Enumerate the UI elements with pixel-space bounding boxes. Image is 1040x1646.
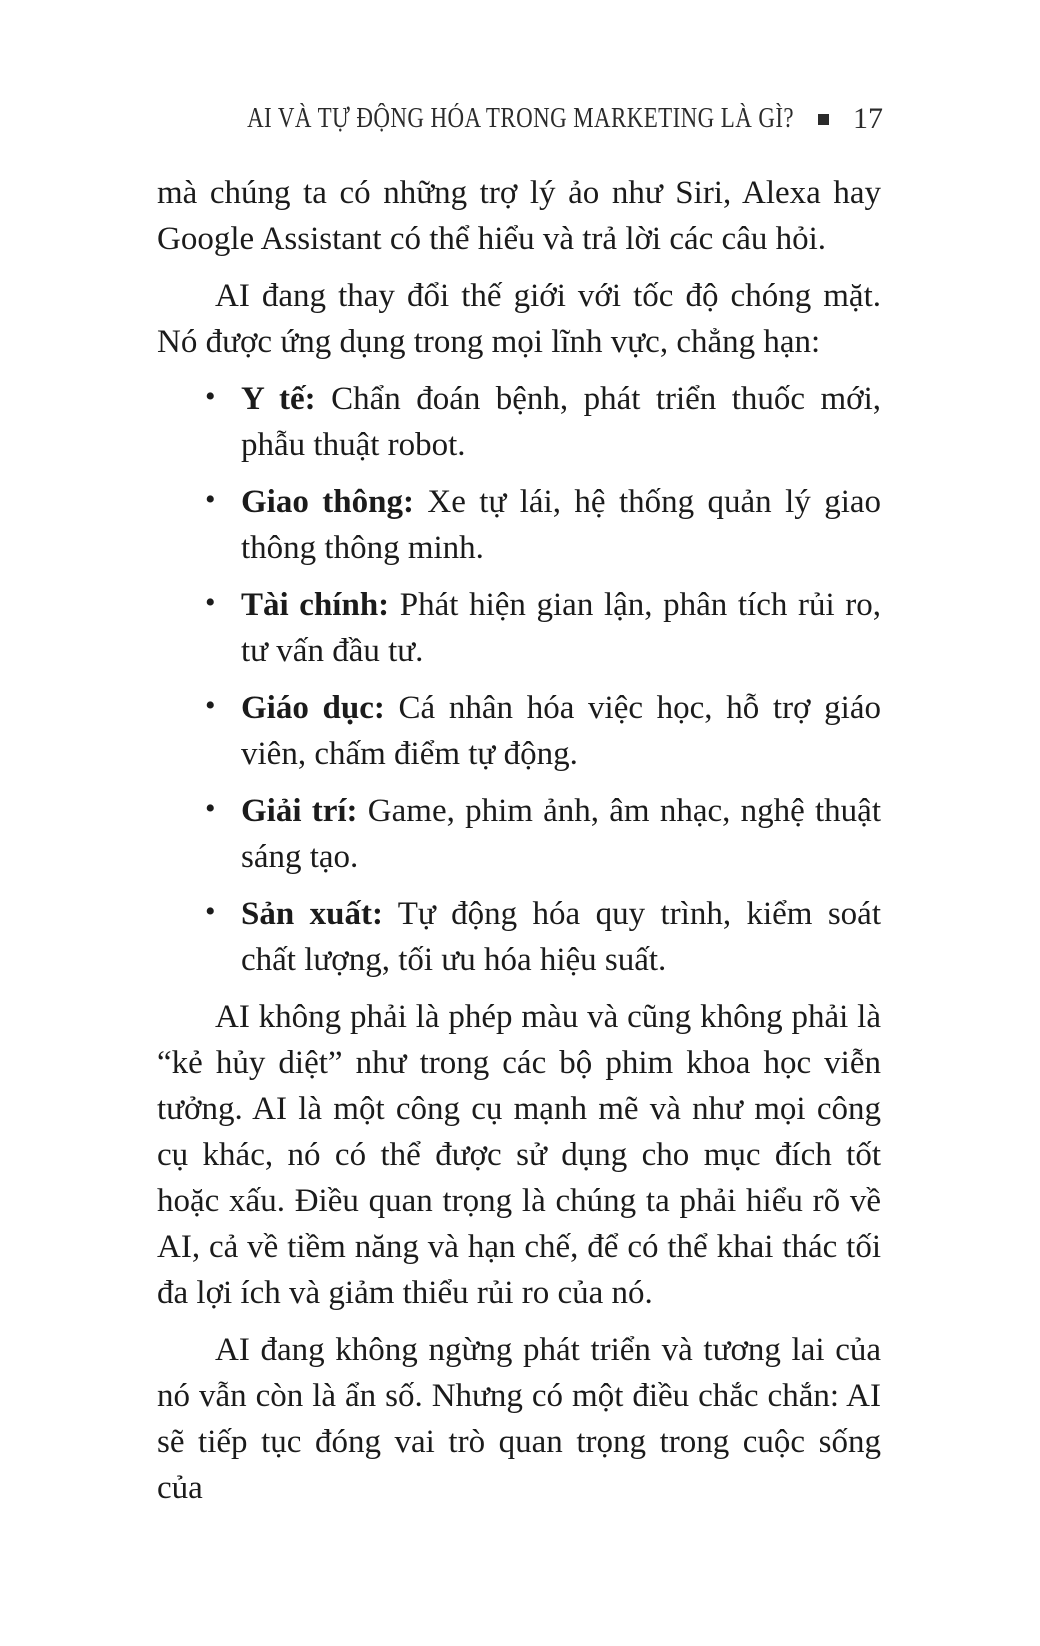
paragraph-ai-future: AI đang không ngừng phát triển và tương lai của nó vẫn còn là ẩn số. Nhưng có một điều chắc chắn: AI sẽ tiếp tục đóng vai trò quan trọng trong cuộc sống của xyxy=(157,1332,881,1506)
bullet-text: Cá nhân hóa việc học, hỗ trợ giáo viên, chấm điểm tự động. xyxy=(241,690,881,772)
list-item xyxy=(205,788,881,880)
page-number: 17 xyxy=(853,102,883,135)
bullet-label: Giáo dục: xyxy=(241,690,385,726)
bullet-label: Tài chính: xyxy=(241,587,390,623)
bullet-icon: • xyxy=(205,483,216,516)
paragraph-continuation: mà chúng ta có những trợ lý ảo như Siri, Alexa hay Google Assistant có thể hiểu và trả lời các câu hỏi. xyxy=(157,175,881,257)
bullet-text: Game, phim ảnh, âm nhạc, nghệ thuật sáng tạo. xyxy=(241,793,881,875)
bullet-icon: • xyxy=(205,586,216,619)
page-body xyxy=(157,170,881,1522)
running-head-title: AI VÀ TỰ ĐỘNG HÓA TRONG MARKETING LÀ GÌ? xyxy=(247,103,794,134)
bullet-label: Giao thông: xyxy=(241,484,414,520)
square-bullet-icon xyxy=(818,114,829,125)
bullet-text: Xe tự lái, hệ thống quản lý giao thông thông minh. xyxy=(241,484,882,566)
list-item xyxy=(205,376,882,468)
bullet-icon: • xyxy=(205,895,216,928)
bullet-label: Giải trí: xyxy=(241,793,358,829)
bullet-text: Chẩn đoán bệnh, phát triển thuốc mới, phẫu thuật robot. xyxy=(241,381,882,463)
bullet-text: Phát hiện gian lận, phân tích rủi ro, tư vấn đầu tư. xyxy=(241,587,882,669)
bullet-label: Y tế: xyxy=(241,381,316,417)
bullet-text: Tự động hóa quy trình, kiểm soát chất lượng, tối ưu hóa hiệu suất. xyxy=(241,896,881,978)
application-bullet-list xyxy=(157,376,881,983)
paragraph-intro-list: AI đang thay đổi thế giới với tốc độ chóng mặt. Nó được ứng dụng trong mọi lĩnh vực, chẳng hạn: xyxy=(157,278,881,360)
list-item xyxy=(205,479,882,571)
page-header xyxy=(157,102,883,136)
list-item xyxy=(205,582,882,674)
list-item xyxy=(205,891,881,983)
bullet-icon: • xyxy=(205,689,216,722)
bullet-label: Sản xuất: xyxy=(241,896,383,932)
paragraph-ai-tool: AI không phải là phép màu và cũng không phải là “kẻ hủy diệt” như trong các bộ phim khoa học viễn tưởng. AI là một công cụ mạnh mẽ và như mọi công cụ khác, nó có thể được sử dụng cho mục đích tốt hoặc xấu. Điều quan trọng là chúng ta phải hiểu rõ về AI, cả về tiềm năng và hạn chế, để có thể khai thác tối đa lợi ích và giảm thiểu rủi ro của nó. xyxy=(157,999,881,1311)
bullet-icon: • xyxy=(205,380,216,413)
bullet-icon: • xyxy=(205,792,216,825)
list-item xyxy=(205,685,881,777)
